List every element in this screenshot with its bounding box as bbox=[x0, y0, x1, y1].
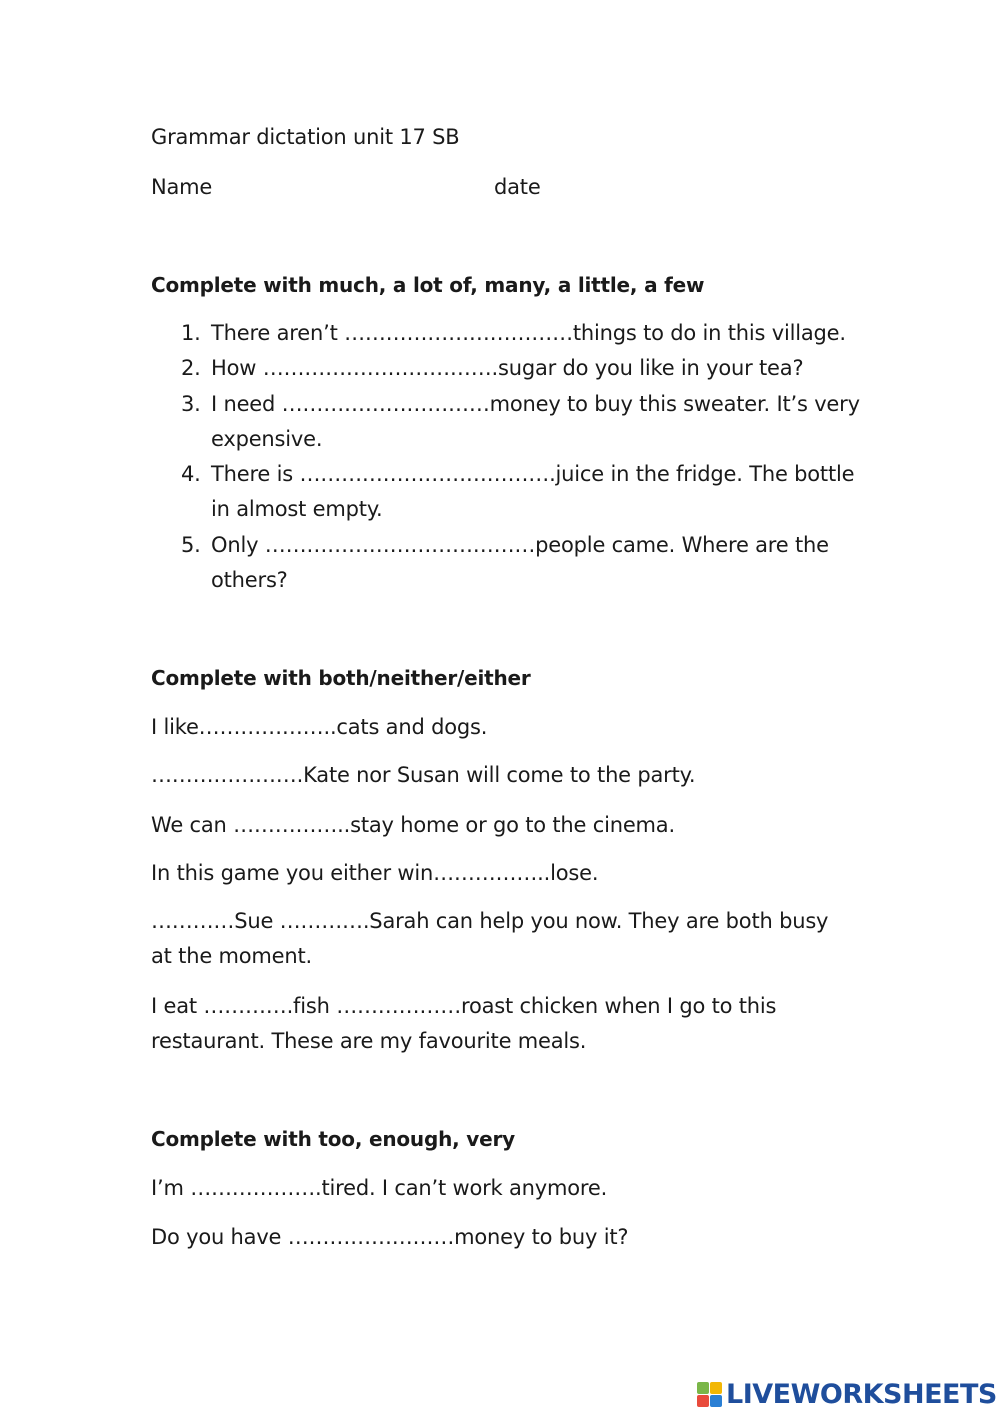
section-2-heading: Complete with both/neither/either bbox=[151, 666, 531, 690]
liveworksheets-logo-icon bbox=[697, 1382, 722, 1407]
list-item bbox=[181, 351, 861, 386]
sentence: I eat ………….fish ………………roast chicken when I go to this restaurant. These are my favourite meals. bbox=[151, 994, 777, 1053]
list-item-text: Only …………………………………people came. Where are the others? bbox=[211, 533, 829, 592]
brand-name: LIVEWORKSHEETS bbox=[726, 1378, 997, 1410]
sentence: We can ……………..stay home or go to the cinema. bbox=[151, 813, 675, 837]
list-item bbox=[181, 528, 861, 598]
list-item-number: 2. bbox=[181, 356, 201, 380]
sentence: I like………………..cats and dogs. bbox=[151, 715, 488, 739]
section-1-heading: Complete with much, a lot of, many, a little, a few bbox=[151, 273, 705, 297]
list-item bbox=[181, 387, 861, 457]
sentence: In this game you either win……………..lose. bbox=[151, 861, 599, 885]
list-item bbox=[181, 316, 861, 351]
list-item-number: 4. bbox=[181, 462, 201, 486]
list-item-number: 3. bbox=[181, 392, 201, 416]
name-label: Name bbox=[151, 175, 213, 199]
sentence: Do you have ……………………money to buy it? bbox=[151, 1225, 629, 1249]
list-item-text: How …………………………….sugar do you like in your tea? bbox=[211, 356, 804, 380]
sentence: ………………….Kate nor Susan will come to the party. bbox=[151, 763, 696, 787]
liveworksheets-brand bbox=[697, 1378, 997, 1410]
section-3-heading: Complete with too, enough, very bbox=[151, 1127, 515, 1151]
sentence: …………Sue ………….Sarah can help you now. They are both busy at the moment. bbox=[151, 909, 829, 968]
worksheet-title: Grammar dictation unit 17 SB bbox=[151, 125, 460, 149]
list-item-number: 5. bbox=[181, 533, 201, 557]
date-label: date bbox=[494, 175, 541, 199]
list-item-number: 1. bbox=[181, 321, 201, 345]
list-item-text: I need …………………………money to buy this sweater. It’s very expensive. bbox=[211, 392, 860, 451]
list-item-text: There is ……………………………….juice in the fridge. The bottle in almost empty. bbox=[211, 462, 855, 521]
list-item bbox=[181, 457, 861, 527]
list-item-text: There aren’t ……………………………things to do in this village. bbox=[211, 321, 846, 345]
sentence: I’m ……………….tired. I can’t work anymore. bbox=[151, 1176, 608, 1200]
